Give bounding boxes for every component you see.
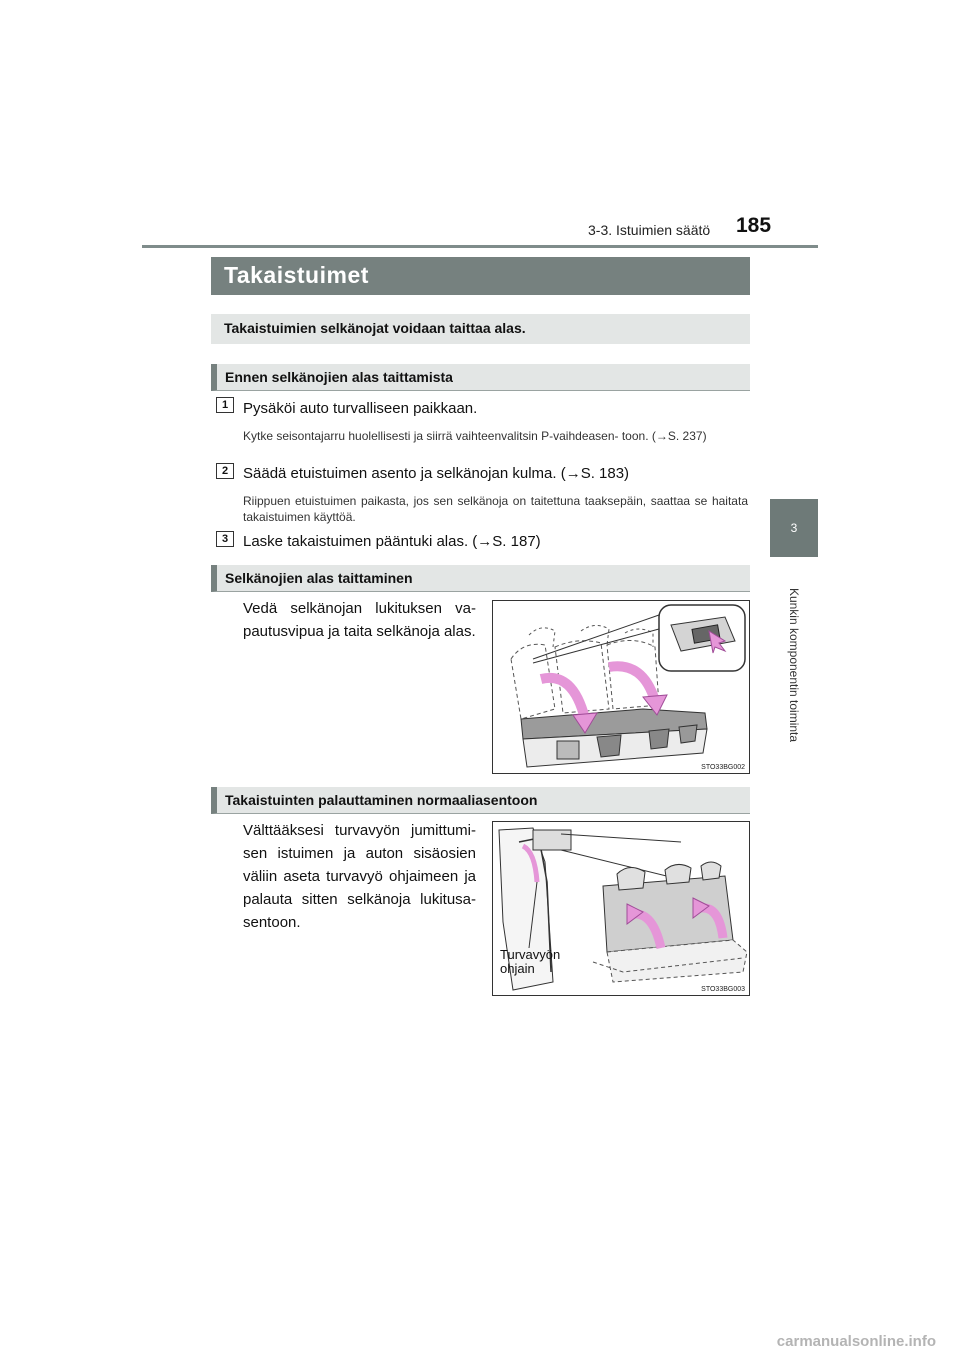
step-1-note: Kytke seisontajarru huolellisesti ja siirrä vaihteenvalitsin P-vaihdeasen- toon. (→S. 237) [243,429,707,443]
step-number-2: 2 [216,463,234,479]
step-3-text: Laske takaistuimen pääntuki alas. (→S. 187) [243,533,541,550]
header-rule [142,245,818,248]
chapter-number: 3 [790,521,798,535]
folding-illustration [492,600,750,774]
section-title: 3-3. Istuimien säätö [588,222,711,238]
step-number-3: 3 [216,531,234,547]
restoring-instructions: Välttääksesi turvavyön jumittumi- sen istuimen ja auton sisäosien väliin aseta turvavyö ohjaimeen ja palauta sitten selkänoja lukitusa- sentoon. [243,822,476,931]
figure-code: STO33BG003 [701,986,745,993]
intro-box [211,314,750,344]
subheading-restoring [211,787,750,814]
chapter-tab [770,499,818,557]
page-number: 185 [736,214,772,237]
subheading-folding [211,565,750,592]
step-2-text: Säädä etuistuimen asento ja selkänojan kulma. (→S. 183) [243,465,630,482]
belt-guide-label-line1: Turvavyön [500,947,561,962]
step-number-1: 1 [216,397,234,413]
step-2-note: Riippuen etuistuimen paikasta, jos sen selkänoja on taitettuna taaksepäin, saattaa se haitata takaistuimen käyttöä. [243,494,748,524]
subheading-restoring-text: Takaistuinten palauttaminen normaaliasentoon [225,792,538,808]
step-1-text: Pysäköi auto turvalliseen paikkaan. [243,400,478,417]
subheading-folding-text: Selkänojien alas taittaminen [225,570,413,586]
intro-text: Takaistuimien selkänojat voidaan taittaa alas. [224,320,526,336]
watermark: carmanualsonline.info [776,1333,936,1350]
restoring-illustration [492,821,750,996]
page-title: Takaistuimet [224,262,369,288]
figure-code: STO33BG002 [701,764,745,771]
folding-instructions: Vedä selkänojan lukituksen va- pautusvipua ja taita selkänoja alas. [243,600,476,640]
subheading-before-text: Ennen selkänojien alas taittamista [225,369,453,385]
chapter-side-label: Kunkin komponentin toiminta [787,587,801,743]
belt-guide-label-line2: ohjain [500,961,535,976]
page-title-bar [211,257,750,295]
folding-seat-drawing [493,601,750,774]
subheading-before [211,364,750,391]
